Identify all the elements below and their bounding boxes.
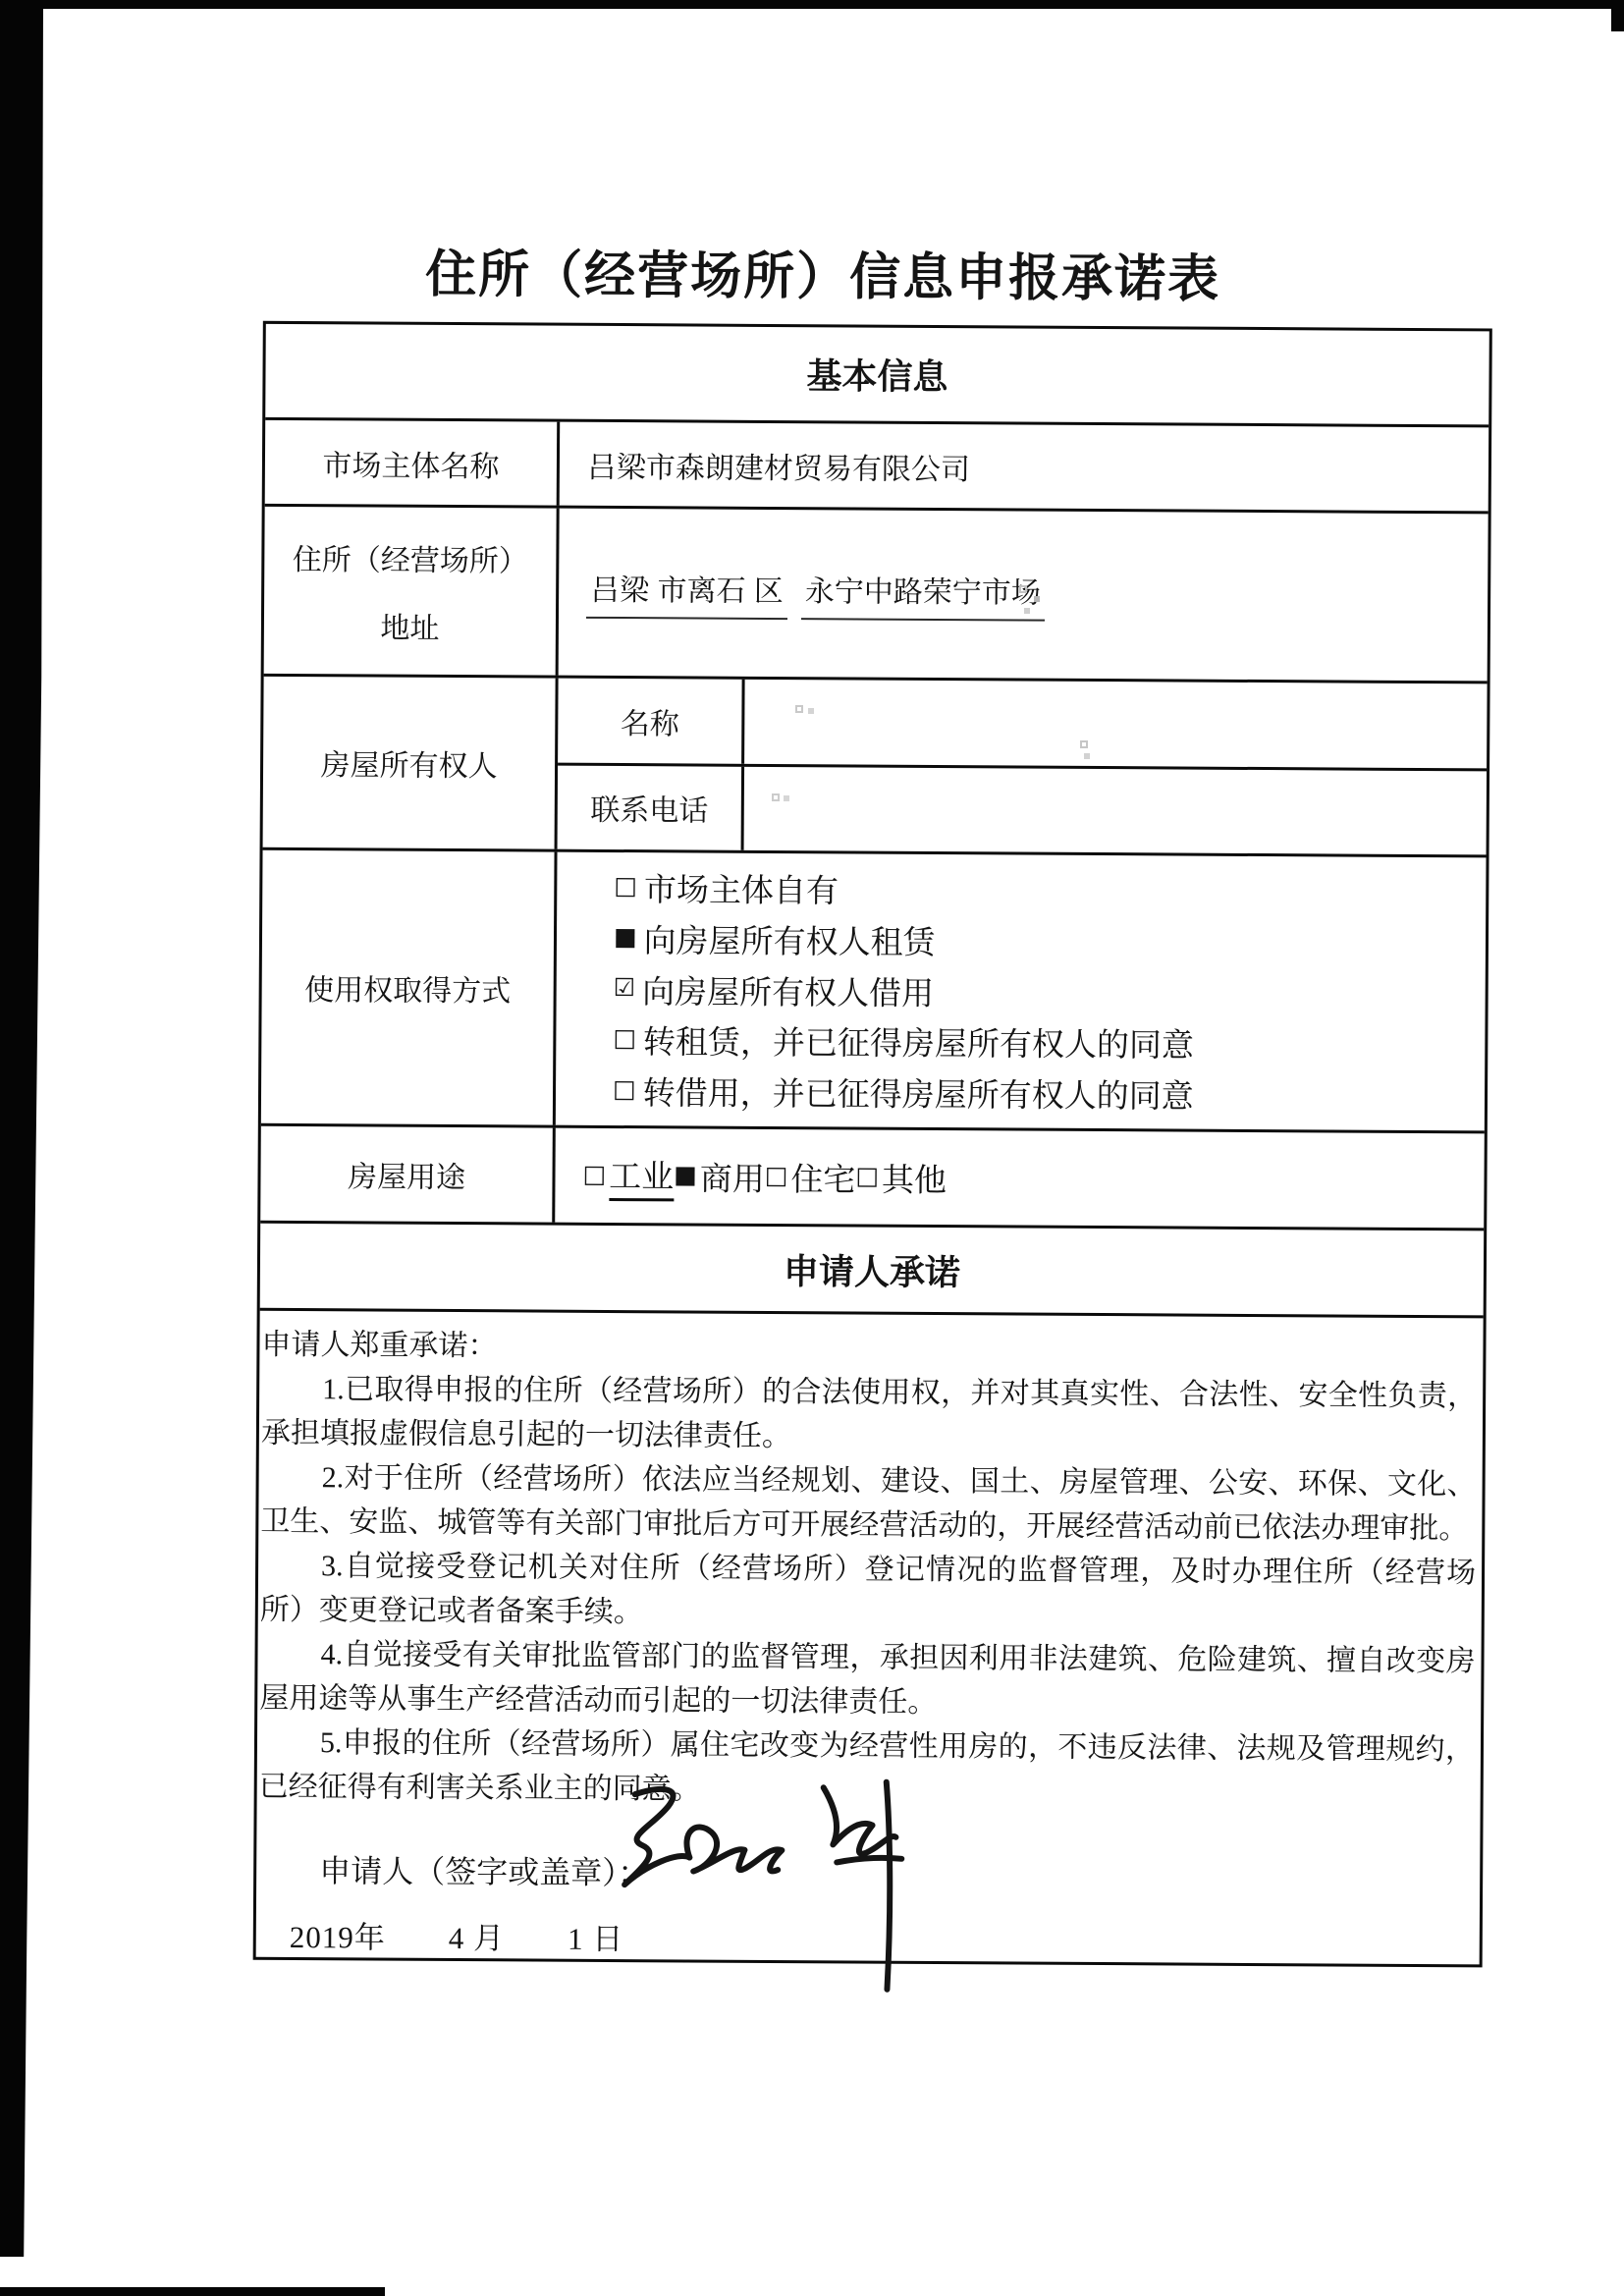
purpose-option-label: 其他 (881, 1161, 947, 1198)
row-usage-right (261, 847, 1487, 1131)
usage-option-sublease (613, 1014, 1194, 1068)
house-purpose-label: 房屋用途 (260, 1126, 556, 1223)
commitment-item-2: 2.对于住所（经营场所）依法应当经规划、建设、国土、房屋管理、公安、环保、文化、卫生、安监、城管等有关部门审批后方可开展经营活动的，开展经营活动前已依法办理审批。 (260, 1461, 1477, 1546)
purpose-option-other (855, 1154, 947, 1201)
usage-option-borrow (614, 963, 935, 1016)
commitment-item-5: 5.申报的住所（经营场所）属住宅改变为经营性用房的，不违反法律、法规及管理规约，已经征得有利害关系业主的同意。 (258, 1726, 1476, 1806)
owner-name-row (558, 679, 1488, 768)
row-house-owner (263, 674, 1488, 855)
scan-artifact (774, 795, 778, 799)
checkbox-empty-icon: □ (613, 1023, 637, 1053)
signature-label: 申请人（签字或盖章）： (319, 1853, 650, 1891)
usage-right-label: 使用权取得方式 (261, 850, 558, 1125)
scan-edge-top-right (1611, 0, 1624, 31)
usage-option-label: 转租赁，并已征得房屋所有权人的同意 (642, 1023, 1195, 1064)
row-address (264, 504, 1489, 682)
purpose-option-label: 商用 (699, 1160, 765, 1197)
owner-name-value (744, 680, 1488, 768)
date-line: 2019年 4 月 1 日 (289, 1919, 624, 1957)
commitment-intro: 申请人郑重承诺： (261, 1328, 498, 1363)
section-header-commitment: 申请人承诺 (260, 1221, 1485, 1316)
address-label-line1: 住所（经营场所） (292, 543, 528, 577)
owner-phone-label: 联系电话 (558, 765, 745, 850)
usage-option-label: 向房屋所有权人借用 (641, 972, 935, 1011)
usage-option-label: 转借用，并已征得房屋所有权人的同意 (642, 1073, 1194, 1115)
checkbox-empty-icon: □ (612, 1073, 636, 1103)
checkbox-checked-icon: ☑ (613, 972, 636, 1002)
commitment-body (256, 1308, 1484, 1965)
address-value-part1: 吕梁 市离石 区 (586, 566, 787, 620)
scan-artifact (1082, 742, 1086, 746)
house-owner-label: 房屋所有权人 (263, 677, 559, 849)
purpose-option-residential (765, 1153, 856, 1200)
commitment-item-4: 4.自觉接受有关审批监管部门的监督管理，承担因利用非法建筑、危险建筑、擅自改变房屋用途等从事生产经营活动而引起的一切法律责任。 (259, 1638, 1476, 1720)
commitment-item-3: 3.自觉接受登记机关对住所（经营场所）登记情况的监督管理，及时办理住所（经营场所）变更登记或者备案手续。 (259, 1550, 1477, 1629)
commitment-item-1: 1.已取得申报的住所（经营场所）的合法使用权，并对其真实性、合法性、安全性负责，承担填报虚假信息引起的一切法律责任。 (260, 1373, 1478, 1453)
handwritten-signature (594, 1767, 968, 1999)
usage-option-lease (614, 913, 936, 966)
usage-option-label: 向房屋所有权人租赁 (643, 922, 936, 960)
scan-artifact (797, 707, 801, 711)
usage-option-label: 市场主体自有 (643, 871, 839, 909)
house-owner-subtable (558, 679, 1488, 855)
purpose-option-commercial (674, 1153, 765, 1200)
checkbox-empty-icon: □ (764, 1160, 788, 1189)
row-market-entity (265, 417, 1489, 512)
address-label (264, 507, 560, 676)
row-house-purpose (260, 1123, 1485, 1229)
scan-edge-bottom (0, 2287, 385, 2296)
market-entity-label: 市场主体名称 (265, 420, 561, 506)
owner-phone-row (558, 762, 1488, 854)
address-label-line2: 地址 (380, 612, 440, 645)
purpose-option-industrial (582, 1150, 674, 1201)
address-value (559, 509, 1489, 682)
page-title: 住所（经营场所）信息申报承诺表 (424, 246, 1221, 308)
market-entity-value: 吕梁市森朗建材贸易有限公司 (586, 451, 971, 486)
checkbox-filled-icon: ■ (613, 921, 637, 952)
declaration-table (253, 321, 1492, 1968)
owner-phone-value (744, 766, 1488, 854)
checkbox-empty-icon: □ (582, 1159, 607, 1188)
address-value-part2: 永宁中路荣宁市场 (801, 567, 1045, 622)
house-purpose-options (555, 1128, 1485, 1229)
purpose-option-label: 住宅 (790, 1160, 856, 1198)
scan-edge-top (29, 0, 1624, 9)
checkbox-empty-icon: □ (614, 871, 638, 901)
purpose-option-label: 工业 (609, 1150, 674, 1200)
owner-name-label: 名称 (558, 679, 745, 764)
usage-option-subborrow (613, 1065, 1194, 1119)
checkbox-empty-icon: □ (855, 1161, 880, 1190)
usage-right-options (556, 852, 1487, 1131)
checkbox-filled-icon: ■ (674, 1159, 697, 1189)
scan-artifact (1021, 587, 1025, 591)
usage-option-self-owned (614, 862, 839, 914)
section-header-basic-info: 基本信息 (806, 355, 948, 398)
